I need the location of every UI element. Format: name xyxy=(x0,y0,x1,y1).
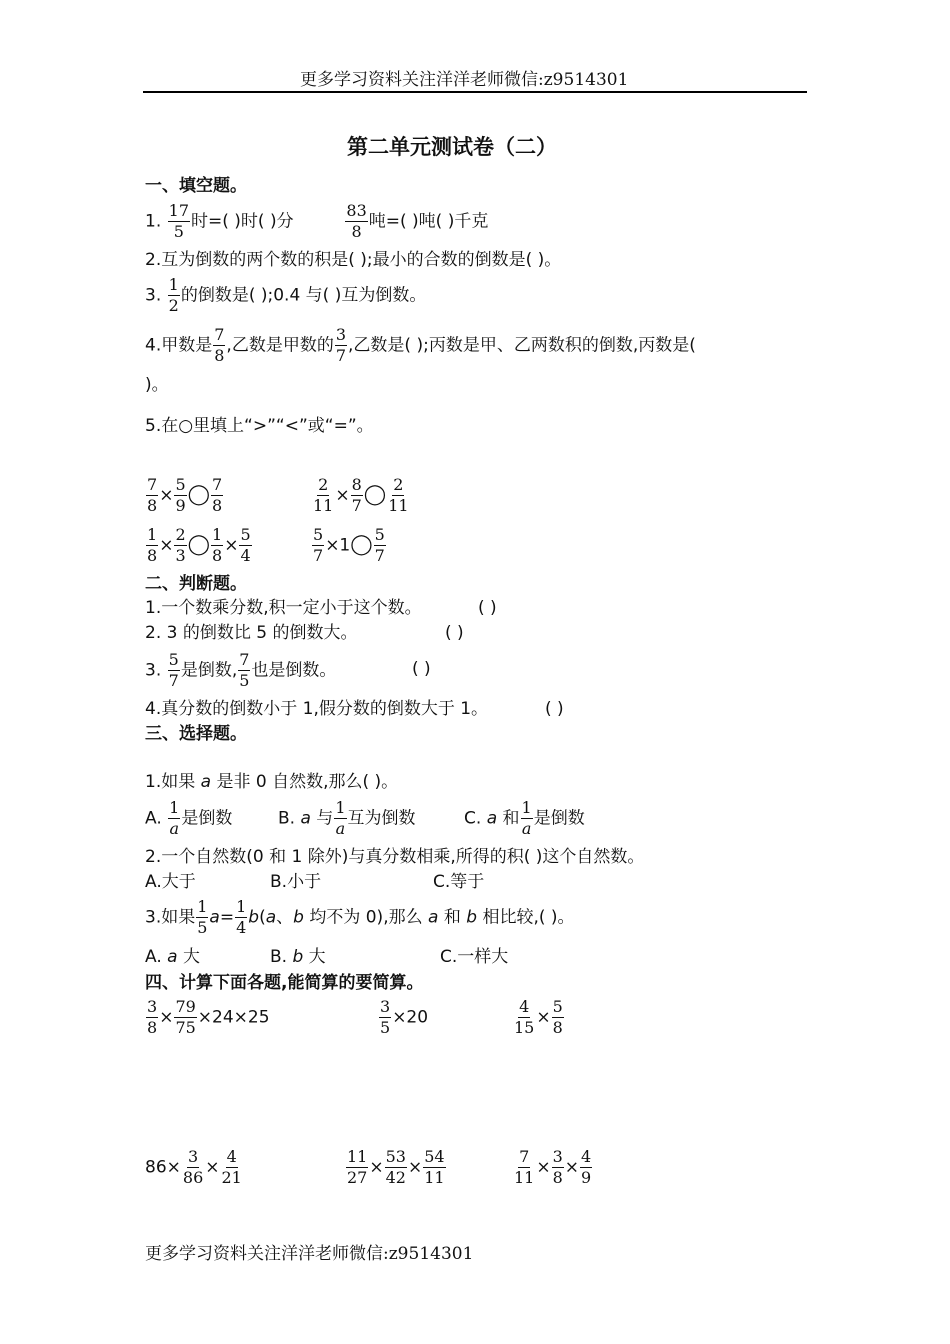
compare-circle[interactable]: ◯ xyxy=(363,481,387,506)
page-header: 更多学习资料关注洋洋老师微信:z9514301 xyxy=(300,70,629,90)
compare-2a: $\frac{1}{8}$ × $\frac{2}{3}$ ◯ $\frac{1}{8}$ × $\frac{5}{4}$ xyxy=(147,525,251,565)
section-calc-heading: 四、计算下面各题,能简算的要简算。 xyxy=(145,973,424,993)
judge-question-4: 4.真分数的倒数小于 1,假分数的倒数大于 1。 xyxy=(145,699,489,719)
judge-answer-2[interactable]: ( ) xyxy=(445,623,464,643)
choice-3-option-b[interactable]: B. b 大 xyxy=(270,947,326,967)
fraction: $\frac{83}{8}$ xyxy=(346,201,367,241)
fill-question-1: 1. $\frac{17}{5}$ 时=( )时( )分 $\frac{83}{8}$ 吨=( )吨( )千克 xyxy=(145,201,489,241)
compare-circle[interactable]: ◯ xyxy=(350,531,373,556)
calc-expression-4: 86× $\frac{3}{86}$ × $\frac{4}{21}$ xyxy=(145,1147,242,1187)
judge-answer-1[interactable]: ( ) xyxy=(478,598,497,618)
compare-1b: $\frac{2}{11}$ × $\frac{8}{7}$ ◯ $\frac{2}{11}$ xyxy=(313,475,409,515)
choice-1-option-b[interactable]: B. a 与 $\frac{1}{a}$ 互为倒数 xyxy=(278,798,416,838)
fraction: $\frac{1}{2}$ xyxy=(168,275,179,315)
compare-circle[interactable]: ◯ xyxy=(187,481,211,506)
fill-question-3: 3. $\frac{1}{2}$ 的倒数是( );0.4 与( )互为倒数。 xyxy=(145,275,427,315)
fraction: $\frac{3}{7}$ xyxy=(335,325,347,365)
calc-expression-2: $\frac{3}{5}$ ×20 xyxy=(380,997,429,1037)
page-title: 第二单元测试卷（二） xyxy=(347,134,557,159)
section-fill-heading: 一、填空题。 xyxy=(145,176,247,196)
choice-3-option-c[interactable]: C.一样大 xyxy=(440,947,509,967)
fraction: $\frac{7}{8}$ xyxy=(214,325,225,365)
fill-question-5: 5.在○里填上“>”“<”或“=”。 xyxy=(145,416,374,436)
section-judge-heading: 二、判断题。 xyxy=(145,574,247,594)
judge-question-1: 1.一个数乘分数,积一定小于这个数。 xyxy=(145,598,422,618)
choice-1-option-c[interactable]: C. a 和 $\frac{1}{a}$ 是倒数 xyxy=(464,798,585,838)
fraction: $\frac{17}{5}$ xyxy=(168,201,189,241)
choice-1-option-a[interactable]: A. $\frac{1}{a}$ 是倒数 xyxy=(145,798,233,838)
choice-2-option-a[interactable]: A.大于 xyxy=(145,872,196,892)
judge-question-2: 2. 3 的倒数比 5 的倒数大。 xyxy=(145,623,358,643)
calc-expression-3: $\frac{4}{15}$ × $\frac{5}{8}$ xyxy=(514,997,563,1037)
choice-3-option-a[interactable]: A. a 大 xyxy=(145,947,200,967)
judge-question-3: 3. $\frac{5}{7}$ 是倒数, $\frac{7}{5}$ 也是倒数。 xyxy=(145,650,337,690)
header-rule xyxy=(143,91,807,93)
calc-expression-1: $\frac{3}{8}$ × $\frac{79}{75}$ ×24×25 xyxy=(147,997,270,1037)
judge-answer-3[interactable]: ( ) xyxy=(412,659,431,679)
choice-question-3: 3.如果 $\frac{1}{5}$ a= $\frac{1}{4}$ b(a、b 均不为 0),那么 a 和 b 相比较,( )。 xyxy=(145,897,575,937)
section-choice-heading: 三、选择题。 xyxy=(145,724,247,744)
compare-1a: $\frac{7}{8}$ × $\frac{5}{9}$ ◯ $\frac{7}{8}$ xyxy=(147,475,223,515)
page-footer: 更多学习资料关注洋洋老师微信:z9514301 xyxy=(145,1244,474,1264)
calc-expression-6: $\frac{7}{11}$ × $\frac{3}{8}$ × $\frac{4}{9}$ xyxy=(514,1147,592,1187)
judge-answer-4[interactable]: ( ) xyxy=(545,699,564,719)
fill-question-2: 2.互为倒数的两个数的积是( );最小的合数的倒数是( )。 xyxy=(145,250,562,270)
calc-expression-5: $\frac{11}{27}$ × $\frac{53}{42}$ × $\frac{54}{11}$ xyxy=(347,1147,445,1187)
fill-question-4-cont: )。 xyxy=(145,375,169,395)
choice-2-option-c[interactable]: C.等于 xyxy=(433,872,485,892)
choice-question-1: 1.如果 a 是非 0 自然数,那么( )。 xyxy=(145,772,399,792)
choice-2-option-b[interactable]: B.小于 xyxy=(270,872,322,892)
choice-question-2: 2.一个自然数(0 和 1 除外)与真分数相乘,所得的积( )这个自然数。 xyxy=(145,847,645,867)
compare-2b: $\frac{5}{7}$ ×1◯ $\frac{5}{7}$ xyxy=(313,525,385,565)
compare-circle[interactable]: ◯ xyxy=(187,531,211,556)
fill-question-4: 4.甲数是 $\frac{7}{8}$ ,乙数是甲数的 $\frac{3}{7}$ ,乙数是( );丙数是甲、乙两数积的倒数,丙数是( xyxy=(145,325,696,365)
